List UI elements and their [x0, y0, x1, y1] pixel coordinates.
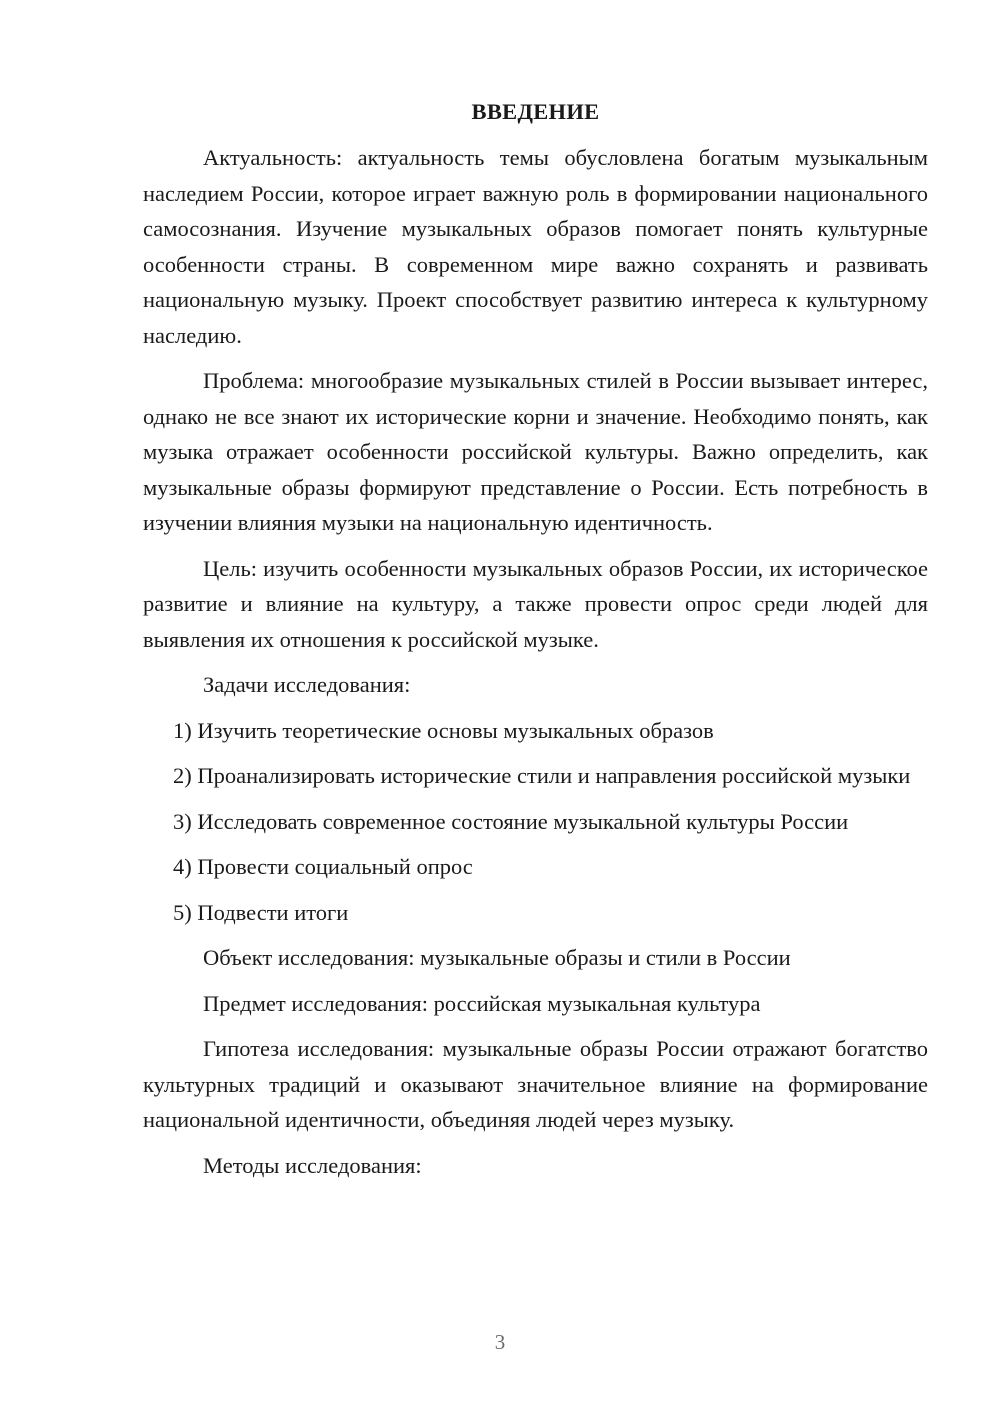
paragraph-problem: Проблема: многообразие музыкальных стилей в России вызывает интерес, однако не все знают их исторические корни и значение. Необходимо понять, как музыка отражает особенности российской культуры. Важно определить, как музыкальные образы формируют представление о России. Есть потребность в изучении влияния музыки на национальную идентичность. — [143, 368, 928, 535]
document-page — [143, 94, 928, 1193]
tasks-heading: Задачи исследования: — [203, 672, 411, 697]
paragraph-hypothesis: Гипотеза исследования: музыкальные образы России отражают богатство культурных традиций и оказывают значительное влияние на формирование национальной идентичности, объединяя людей через музыку. — [143, 1036, 928, 1132]
task-item: 1) Изучить теоретические основы музыкальных образов — [173, 717, 714, 743]
page-number: 3 — [494, 1330, 506, 1354]
paragraph-relevance: Актуальность: актуальность темы обусловлена богатым музыкальным наследием России, которое играет важную роль в формировании национального самосознания. Изучение музыкальных образов помогает понять культурные особенности страны. В современном мире важно сохранять и развивать национальную музыку. Проект способствует развитию интереса к культурному наследию. — [143, 145, 928, 348]
section-title: ВВЕДЕНИЕ — [471, 99, 600, 124]
methods-heading: Методы исследования: — [203, 1152, 422, 1178]
task-item: 5) Подвести итоги — [173, 899, 349, 925]
task-item: 4) Провести социальный опрос — [173, 854, 473, 879]
paragraph-subject: Предмет исследования: российская музыкальная культура — [203, 990, 761, 1016]
tasks-list — [143, 713, 928, 931]
task-item: 2) Проанализировать исторические стили и направления российской музыки — [173, 763, 911, 788]
paragraph-object: Объект исследования: музыкальные образы и стили в России — [203, 945, 791, 970]
task-item: 3) Исследовать современное состояние музыкальной культуры России — [173, 808, 849, 834]
paragraph-goal: Цель: изучить особенности музыкальных образов России, их историческое развитие и влияние на культуру, а также провести опрос среди людей для выявления их отношения к российской музыке. — [143, 555, 928, 652]
